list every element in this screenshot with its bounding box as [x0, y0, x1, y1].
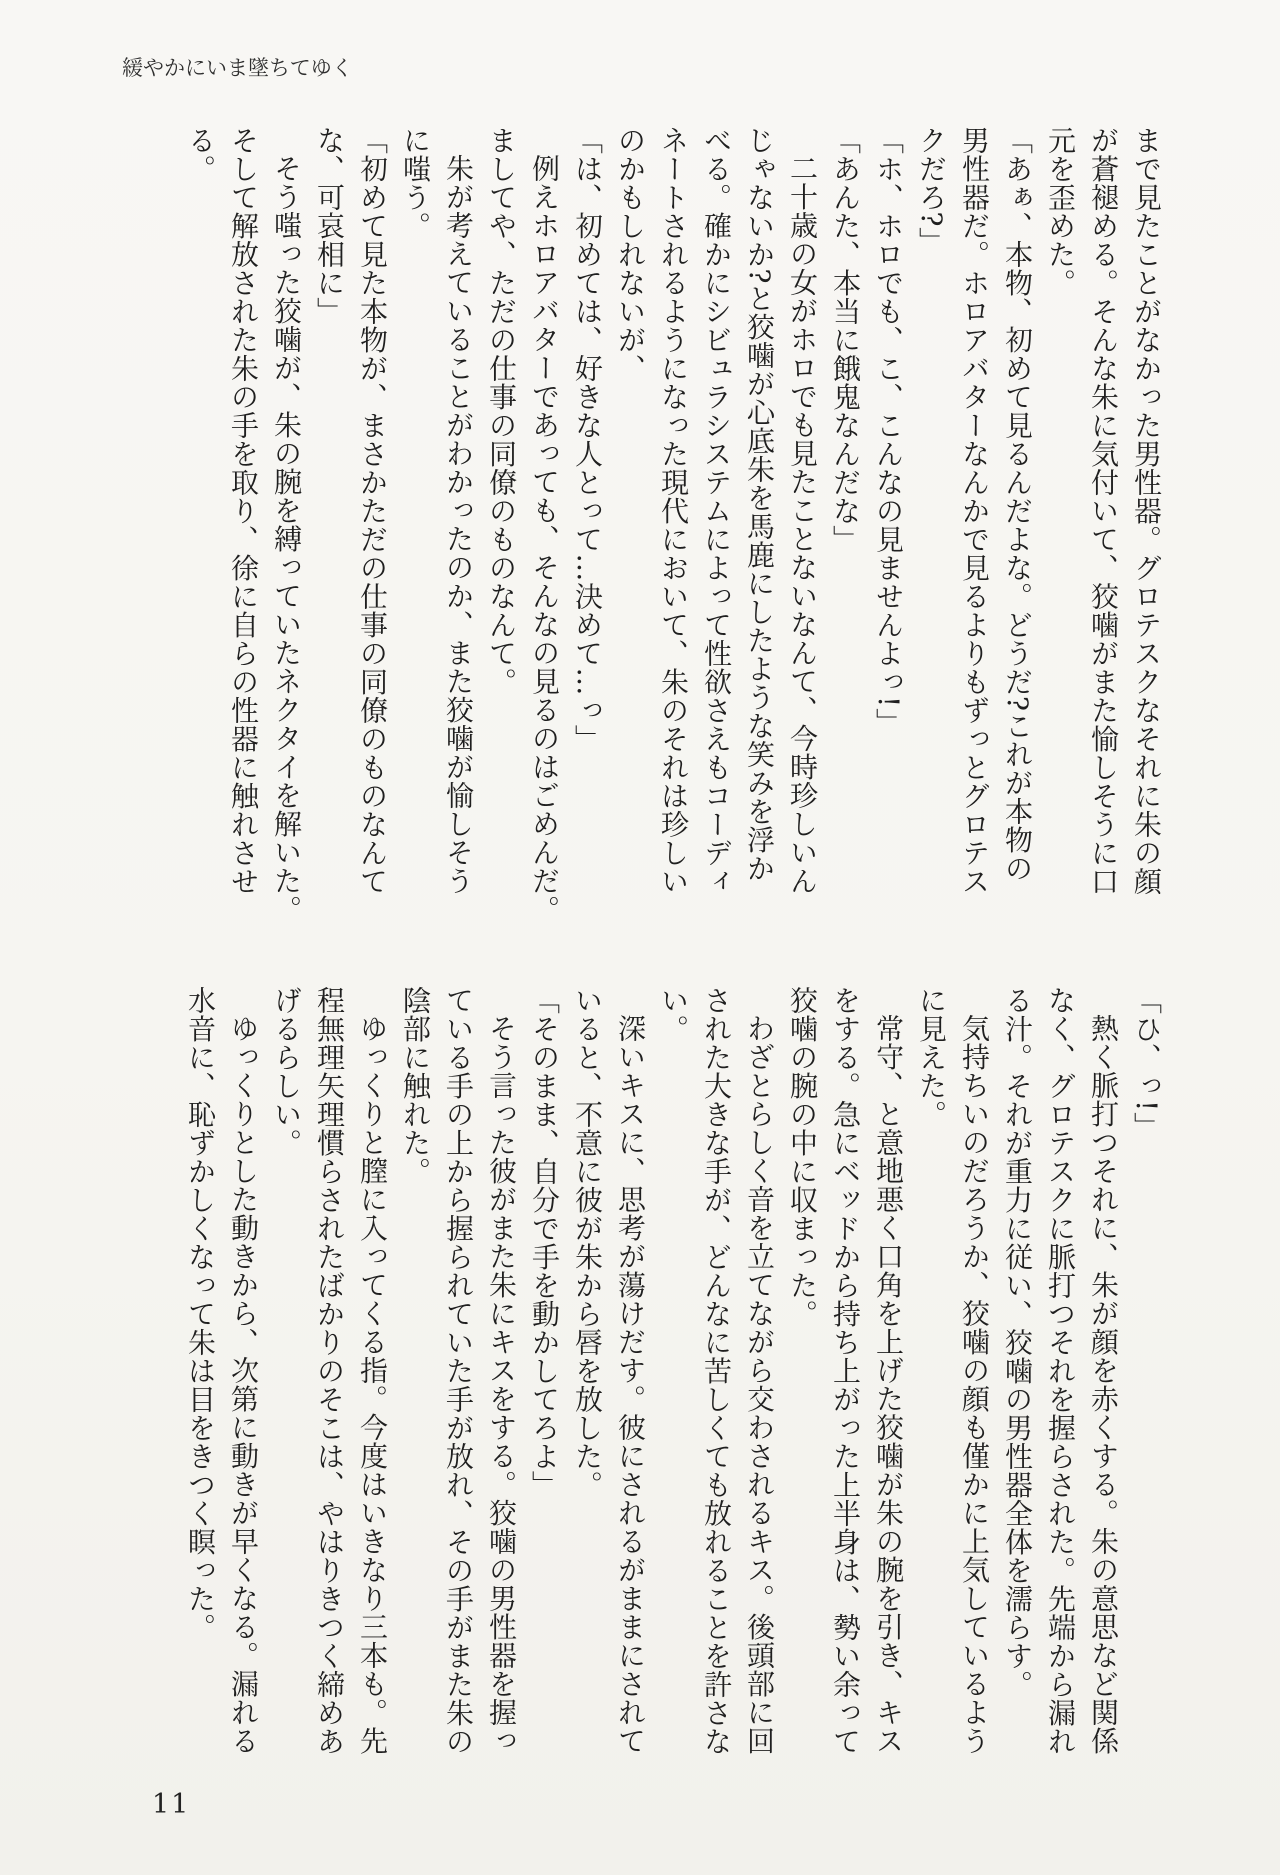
text-line: 二十歳の女がホロでも見たことないなんて、今時珍しいん: [786, 154, 819, 895]
text-line: が蒼褪める。そんな朱に気付いて、狡噛がまた愉しそうに口: [1087, 126, 1120, 896]
text-line: いると、不意に彼が朱から唇を放した。: [571, 986, 604, 1499]
text-line: 「ひ、っ!」: [1130, 986, 1163, 1141]
text-line: なく、グロテスクに脈打つそれを握らされた。先端から漏れ: [1044, 986, 1077, 1756]
text-line: べる。確かにシビュラシステムによって性欲さえもコーディ: [700, 126, 733, 896]
text-line: 陰部に触れた。: [399, 986, 432, 1186]
text-line: ゆっくりとした動きから、次第に動きが早くなる。漏れる: [227, 1014, 260, 1755]
text-line: 「あんた、本当に餓鬼なんだな」: [829, 126, 862, 554]
text-line: 「は、初めては、好きな人とって…決めて…っ」: [571, 126, 604, 753]
running-header: 緩やかにいま墜ちてゆく: [122, 56, 353, 80]
text-line: 常守、と意地悪く口角を上げた狡噛が朱の腕を引き、キス: [872, 1014, 905, 1755]
text-line: じゃないか?と狡噛が心底朱を馬鹿にしたような笑みを浮か: [743, 126, 776, 883]
text-line: された大きな手が、どんなに苦しくても放れることを許さな: [700, 986, 733, 1756]
text-line: そう嗤った狡噛が、朱の腕を縛っていたネクタイを解いた。: [270, 154, 303, 924]
text-line: 朱が考えていることがわかったのか、また狡噛が愉しそう: [442, 154, 475, 895]
text-line: 気持ちいのだろうか、狡噛の顔も僅かに上気しているよう: [958, 1014, 991, 1755]
top-text-block: [179, 126, 1168, 948]
bottom-text-block: [179, 986, 1168, 1808]
text-line: 例えホロアバターであっても、そんなの見るのはごめんだ。: [528, 154, 561, 924]
text-line: 「そのまま、自分で手を動かしてろよ」: [528, 986, 561, 1499]
text-line: ている手の上から握られていた手が放れ、その手がまた朱の: [442, 986, 475, 1756]
text-line: な、可哀相に」: [313, 126, 346, 326]
text-line: 深いキスに、思考が蕩けだす。彼にされるがままにされて: [614, 1014, 647, 1755]
text-line: をする。急にベッドから持ち上がった上半身は、勢い余って: [829, 986, 862, 1756]
text-line: に見えた。: [915, 986, 948, 1129]
text-line: 男性器だ。ホロアバターなんかで見るよりもずっとグロテス: [958, 126, 991, 896]
text-line: げるらしい。: [270, 986, 303, 1157]
text-line: わざとらしく音を立てながら交わされるキス。後頭部に回: [743, 1014, 776, 1755]
text-line: 水音に、恥ずかしくなって朱は目をきつく瞑った。: [184, 986, 217, 1642]
text-line: ましてや、ただの仕事の同僚のものなんて。: [485, 126, 518, 696]
text-line: そして解放された朱の手を取り、徐に自らの性器に触れさせ: [227, 126, 260, 896]
text-line: 元を歪めた。: [1044, 126, 1077, 297]
text-line: 熱く脈打つそれに、朱が顔を赤くする。朱の意思など関係: [1087, 1014, 1120, 1755]
text-line: に嗤う。: [399, 126, 432, 240]
text-line: る。: [184, 126, 217, 183]
text-line: る汁。それが重力に従い、狡噛の男性器全体を濡らす。: [1001, 986, 1034, 1699]
text-line: 「あぁ、本物、初めて見るんだよな。どうだ?これが本物の: [1001, 126, 1034, 883]
text-line: 「ホ、ホロでも、こ、こんなの見ませんよっ!」: [872, 126, 905, 737]
text-line: 狡噛の腕の中に収まった。: [786, 986, 819, 1328]
page-number: 11: [152, 1789, 191, 1820]
text-line: そう言った彼がまた朱にキスをする。狡噛の男性器を握っ: [485, 1014, 518, 1755]
text-line: 「初めて見た本物が、まさかただの仕事の同僚のものなんて: [356, 126, 389, 896]
text-line: い。: [657, 986, 690, 1043]
text-line: のかもしれないが、: [614, 126, 647, 383]
text-line: 程無理矢理慣らされたばかりのそこは、やはりきつく締めあ: [313, 986, 346, 1756]
text-line: まで見たことがなかった男性器。グロテスクなそれに朱の顔: [1130, 126, 1163, 896]
text-line: ゆっくりと膣に入ってくる指。今度はいきなり三本も。先: [356, 1014, 389, 1755]
text-line: ネートされるようになった現代において、朱のそれは珍しい: [657, 126, 690, 896]
text-line: クだろ?」: [915, 126, 948, 256]
